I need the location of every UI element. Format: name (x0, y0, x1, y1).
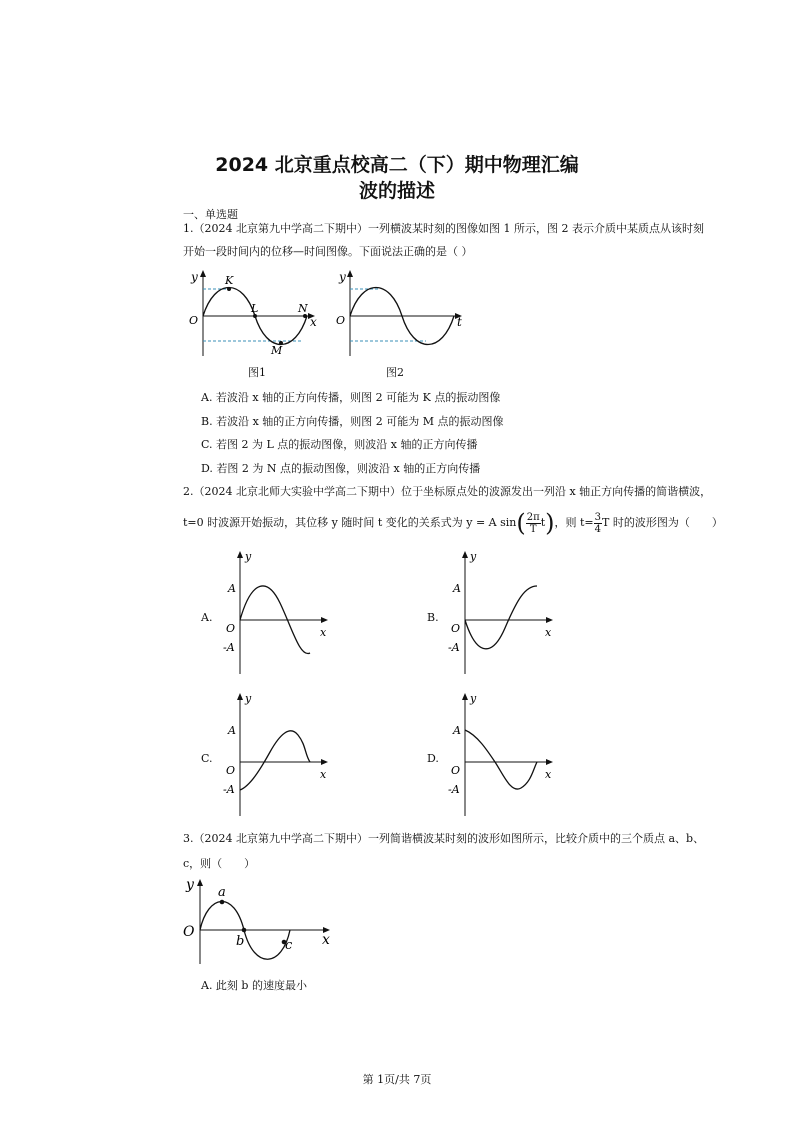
svg-text:O: O (451, 622, 461, 635)
q2-option-a-graph[interactable] (220, 548, 335, 678)
q1-option-d[interactable]: D. 若图 2 为 N 点的振动图像，则波沿 x 轴的正方向传播 (201, 462, 481, 475)
svg-text:a: a (218, 885, 226, 900)
q2-text-line2: t=0 时波源开始振动，其位移 y 随时间 t 变化的关系式为 y = A sin( $\frac{2\pi}{T}$ t)，则 t= $\frac{3}{4}$ T 时的波形图为（ ） (183, 509, 723, 537)
svg-text:c: c (285, 938, 293, 953)
svg-text:y: y (186, 877, 194, 893)
svg-text:y: y (470, 550, 477, 563)
q2-option-c-graph[interactable] (220, 690, 335, 820)
fig2-origin-label: O (336, 314, 346, 327)
q3-figure (182, 876, 337, 968)
svg-text:A: A (228, 724, 236, 737)
svg-text:x: x (322, 932, 330, 948)
fig1-origin-label: O (189, 314, 199, 327)
q2-line2-a: t=0 时波源开始振动，其位移 y 随时间 t 变化的关系式为 y = A sin (183, 516, 517, 529)
q2-line2-c: ，则 t= (554, 516, 594, 529)
q1-option-b[interactable]: B. 若波沿 x 轴的正方向传播，则图 2 可能为 M 点的振动图像 (201, 415, 504, 428)
svg-text:x: x (320, 768, 327, 781)
svg-text:-A: -A (223, 783, 235, 796)
q1-option-a[interactable]: A. 若波沿 x 轴的正方向传播，则图 2 可能为 K 点的振动图像 (201, 391, 501, 404)
svg-text:y: y (245, 550, 252, 563)
svg-text:A: A (453, 582, 461, 595)
page-subtitle: 波的描述 (358, 180, 435, 202)
q2-frac-2: $\frac{3}{4}$ (594, 511, 601, 535)
q1-text-line2: 开始一段时间内的位移—时间图像。下面说法正确的是（ ） (183, 245, 473, 258)
svg-text:O: O (451, 764, 461, 777)
fig1-n-label: N (298, 302, 308, 315)
q2-option-b-label[interactable]: B. (427, 611, 439, 624)
fig1-k-label: K (225, 274, 234, 287)
fig1-l-label: L (251, 302, 259, 315)
q2-option-d-graph[interactable] (445, 690, 560, 820)
q1-option-c[interactable]: C. 若图 2 为 L 点的振动图像，则波沿 x 轴的正方向传播 (201, 438, 478, 451)
q1-figure-2 (334, 268, 474, 360)
svg-text:x: x (320, 626, 327, 639)
q3-text-line2: c，则（ ） (183, 857, 256, 870)
fig1-caption: 图1 (248, 366, 266, 379)
svg-text:x: x (545, 768, 552, 781)
svg-text:O: O (226, 764, 236, 777)
svg-text:b: b (236, 934, 245, 949)
svg-text:x: x (545, 626, 552, 639)
q1-figure-1 (185, 268, 325, 360)
q1-text-line1: 1.（2024 北京第九中学高二下期中）一列横波某时刻的图像如图 1 所示，图 2 表示介质中某质点从该时刻 (183, 222, 704, 235)
q2-frac-1: $\frac{2\pi}{T}$ (526, 511, 540, 535)
svg-text:A: A (228, 582, 236, 595)
page-title: 2024 北京重点校高二（下）期中物理汇编 (215, 154, 579, 176)
fig2-y-label: y (339, 270, 346, 284)
q2-option-c-label[interactable]: C. (201, 752, 213, 765)
fig1-x-label: x (310, 315, 317, 329)
section-heading: 一、单选题 (183, 208, 238, 221)
q2-line2-d: T 时的波形图为（ ） (602, 516, 723, 529)
svg-text:-A: -A (448, 641, 460, 654)
q2-line2-b: t (540, 516, 546, 529)
svg-text:-A: -A (448, 783, 460, 796)
svg-text:y: y (470, 692, 477, 705)
q2-option-d-label[interactable]: D. (427, 752, 439, 765)
svg-text:y: y (245, 692, 252, 705)
svg-text:O: O (183, 924, 195, 940)
q3-text-line1: 3.（2024 北京第九中学高二下期中）一列简谐横波某时刻的波形如图所示，比较介质中的三个质点 a、b、 (183, 832, 705, 845)
q2-option-a-label[interactable]: A. (201, 611, 213, 624)
svg-text:O: O (226, 622, 236, 635)
q3-option-a[interactable]: A. 此刻 b 的速度最小 (201, 979, 307, 992)
fig2-t-label: t (457, 315, 462, 329)
q2-text-line1: 2.（2024 北京北师大实验中学高二下期中）位于坐标原点处的波源发出一列沿 x 轴正方向传播的简谐横波， (183, 485, 712, 498)
q2-option-b-graph[interactable] (445, 548, 560, 678)
fig1-m-label: M (271, 344, 283, 357)
fig2-caption: 图2 (386, 366, 404, 379)
page-footer: 第 1页/共 7页 (362, 1073, 432, 1086)
fig1-y-label: y (191, 270, 198, 284)
svg-text:A: A (453, 724, 461, 737)
svg-text:-A: -A (223, 641, 235, 654)
